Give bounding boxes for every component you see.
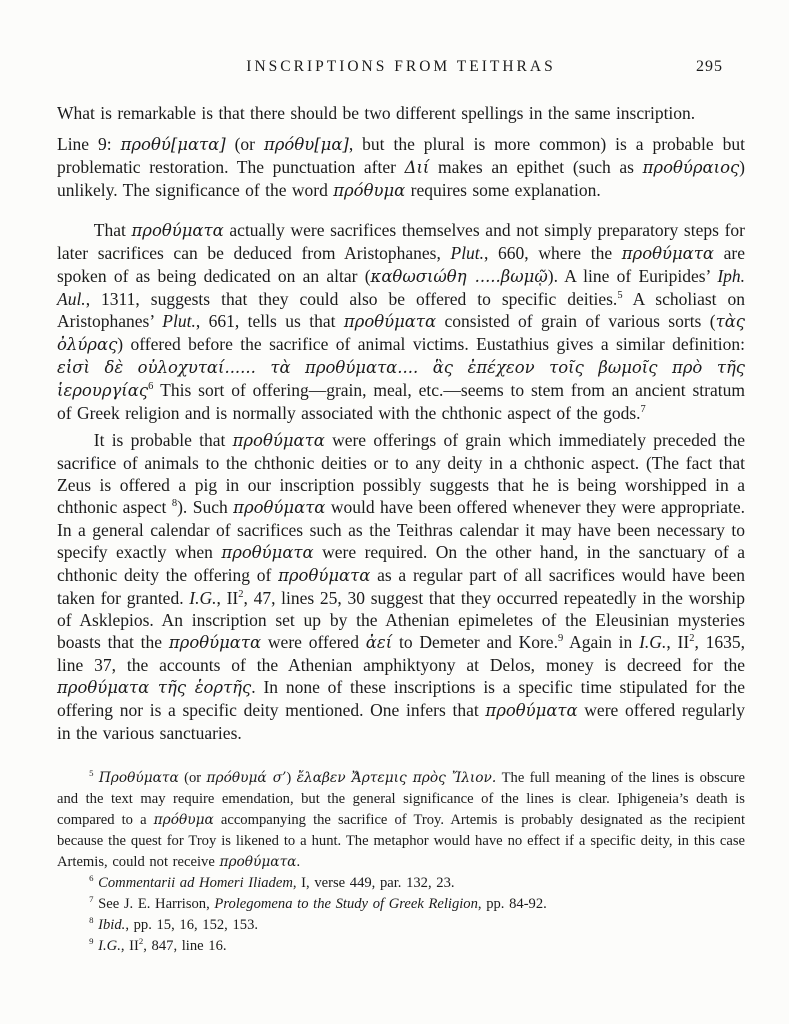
greek-text: εἰσὶ δὲ οὐλοχυταί...... τὰ προθύματα.... ἃς ἐπέχεον τοῖς βωμοῖς πρὸ τῆς ἱερουργίας bbox=[57, 358, 745, 400]
page-number: 295 bbox=[696, 58, 723, 75]
text-run: , II bbox=[216, 588, 239, 608]
text-run: It is probable that bbox=[93, 430, 233, 450]
text-run: ). Such bbox=[177, 497, 234, 517]
text-run: , 660, where the bbox=[484, 243, 622, 263]
text-run: actually were sacrifices themselves and not simply preparatory steps for later sacrifices can be deduced from Aristophanes, bbox=[57, 220, 745, 263]
greek-text: προθύ[ματα] bbox=[120, 135, 226, 154]
paragraph bbox=[57, 133, 745, 202]
greek-text: καθωσιώθη .....βωμῷ bbox=[370, 267, 548, 286]
greek-text: πρόθυμα bbox=[153, 812, 214, 828]
greek-text: προθύματα bbox=[221, 543, 314, 562]
text-run: ) unlikely. The significance of the word bbox=[57, 157, 745, 200]
text-run: , 47, lines 25, 30 suggest that they occurred repeatedly in the worship of Asklepios. An inscription set up by the Athenian epimeletes of the Eleusinian mysteries boasts that the bbox=[57, 588, 746, 652]
greek-text: προθύματα bbox=[131, 221, 224, 240]
text-run: (or bbox=[178, 770, 207, 786]
italic-text: Plut. bbox=[162, 311, 196, 331]
text-run: requires some explanation. bbox=[405, 180, 601, 200]
greek-text: πρόθυ[μα] bbox=[263, 135, 349, 154]
greek-text: πρόθυμά σ’ bbox=[206, 770, 287, 786]
text-run: were required. On the other hand, in the sanctuary of a chthonic deity the offering of bbox=[57, 542, 746, 585]
text-run: . bbox=[296, 854, 301, 870]
footnote-ref: 9 bbox=[89, 936, 94, 947]
text-run: are spoken of as being dedicated on an altar ( bbox=[57, 243, 745, 286]
text-run: Again in bbox=[563, 632, 640, 652]
greek-text: προθύματα bbox=[233, 498, 326, 517]
greek-text: προθύματα bbox=[232, 431, 325, 450]
footnote-ref: 9 bbox=[557, 633, 564, 645]
greek-text: προθύματα bbox=[485, 701, 578, 720]
footnote bbox=[57, 894, 745, 915]
text-run: would have been offered whenever they were appropriate. In a general calendar of sacrifices such as the Teithras calendar it may have been necessary to specify exactly when bbox=[57, 497, 746, 562]
footnote-ref: 2 bbox=[238, 589, 244, 601]
paragraph bbox=[57, 429, 745, 744]
text-run: ). A line of Euripides’ bbox=[547, 266, 718, 286]
footnote-ref: 8 bbox=[171, 498, 178, 510]
italic-text: Plut. bbox=[450, 243, 485, 263]
footnote-ref: 5 bbox=[617, 290, 623, 302]
footnote-ref: 2 bbox=[689, 633, 695, 645]
footnote-ref: 5 bbox=[89, 768, 94, 779]
greek-text: προθύματα bbox=[621, 244, 714, 263]
page-title: INSCRIPTIONS FROM TEITHRAS bbox=[246, 58, 556, 75]
text-run: to Demeter and Kore. bbox=[392, 632, 558, 652]
footnote bbox=[57, 873, 745, 894]
text-run: . In none of these inscriptions is a specific time stipulated for the offering nor is a specific deity mentioned. One infers that bbox=[57, 677, 745, 720]
greek-text: ἔλαβεν Ἄρτεμις πρὸς Ἴλιον. bbox=[296, 770, 497, 786]
footnote-ref: 8 bbox=[89, 915, 94, 926]
italic-text: Ibid. bbox=[98, 917, 126, 933]
text-run: The full meaning of the lines is obscure and the text may require emendation, but the general significance of the lines is clear. Iphigeneia’s death is compared to a bbox=[57, 770, 745, 828]
greek-text: Προθύματα bbox=[98, 770, 179, 786]
text-run: accompanying the sacrifice of Troy. Artemis is probably designated as the recipient because the quest for Troy is likened to a hunt. The metaphor would have no effect if a specific deity, in this case Artemis, could not receive bbox=[57, 812, 745, 870]
text-run: (or bbox=[225, 134, 264, 154]
text-run: , but the plural is more common) is a probable but problematic restoration. The punctuation after bbox=[57, 134, 746, 177]
footnote-ref: 7 bbox=[89, 894, 94, 905]
footnote-ref: 2 bbox=[138, 936, 144, 947]
text-run: , 847, line 16. bbox=[143, 938, 227, 954]
footnote bbox=[57, 768, 745, 873]
italic-text: Iph. Aul. bbox=[57, 266, 746, 309]
greek-text: προθύματα bbox=[343, 312, 437, 331]
text-run: What is remarkable is that there should be two different spellings in the same inscription. bbox=[57, 103, 696, 123]
footnotes-section bbox=[57, 768, 745, 957]
text-run: were offered regularly in the various sanctuaries. bbox=[57, 700, 745, 743]
paragraph bbox=[57, 219, 745, 424]
footnote-ref: 6 bbox=[89, 873, 94, 884]
footnote bbox=[57, 915, 745, 936]
text-run: See J. E. Harrison, bbox=[93, 896, 215, 912]
text-run: were offered bbox=[261, 632, 366, 652]
text-run: consisted of grain of various sorts ( bbox=[436, 311, 716, 331]
text-run: A scholiast on Aristophanes’ bbox=[57, 289, 746, 331]
text-run: , I, verse 449, par. 132, 23. bbox=[292, 875, 455, 891]
text-run: makes an epithet (such as bbox=[429, 157, 643, 177]
text-run: , 661, tells us that bbox=[195, 311, 344, 331]
text-run: , pp. 15, 16, 152, 153. bbox=[125, 917, 259, 933]
greek-text: Διί bbox=[404, 158, 430, 177]
text-run: That bbox=[93, 220, 132, 240]
text-run: , 1311, suggests that they could also be offered to specific deities. bbox=[85, 289, 618, 309]
greek-text: προθύματα bbox=[278, 566, 371, 585]
footnote bbox=[57, 936, 745, 957]
text-run: were offerings of grain which immediately preceded the sacrifice of animals to the chthonic deities or to any deity in a chthonic aspect. (The fact that Zeus is offered a pig in our inscription possibly suggests that he is being worshipped in a chthonic aspect bbox=[57, 430, 745, 517]
greek-text: τὰς ὀλύρας bbox=[57, 312, 746, 354]
italic-text: I.G. bbox=[189, 588, 217, 608]
greek-text: πρόθυμα bbox=[333, 181, 406, 200]
italic-text: I.G. bbox=[98, 938, 121, 954]
greek-text: προθύματα bbox=[168, 633, 262, 652]
greek-text: προθύραιος bbox=[642, 158, 740, 177]
text-run: This sort of offering—grain, meal, etc.—seems to stem from an ancient stratum of Greek religion and is normally associated with the chthonic aspect of the gods. bbox=[57, 380, 745, 423]
footnote-ref: 6 bbox=[148, 381, 154, 393]
text-run: ) offered before the sacrifice of animal victims. Eustathius gives a similar definition: bbox=[117, 334, 745, 354]
greek-text: ἀεί bbox=[365, 633, 393, 652]
text-run: , II bbox=[666, 632, 690, 652]
text-run: , II bbox=[120, 938, 139, 954]
greek-text: προθύματα bbox=[219, 854, 297, 870]
greek-text: προθύματα τῆς ἑορτῆς bbox=[57, 678, 252, 697]
italic-text: I.G. bbox=[639, 632, 667, 652]
italic-text: Commentarii ad Homeri Iliadem bbox=[98, 875, 293, 891]
text-run: , 1635, line 37, the accounts of the Athenian amphiktyony at Delos, money is decreed for the bbox=[57, 632, 746, 675]
text-run: , pp. 84-92. bbox=[477, 896, 547, 912]
italic-text: Prolegomena to the Study of Greek Religion bbox=[214, 896, 478, 912]
article-body bbox=[57, 102, 745, 744]
paragraph bbox=[57, 102, 745, 124]
text-run: ) bbox=[286, 770, 297, 786]
page-header bbox=[57, 58, 745, 80]
footnote-ref: 7 bbox=[640, 404, 646, 416]
text-run: Line 9: bbox=[57, 134, 121, 154]
text-run: as a regular part of all sacrifices would have been taken for granted. bbox=[57, 565, 745, 608]
